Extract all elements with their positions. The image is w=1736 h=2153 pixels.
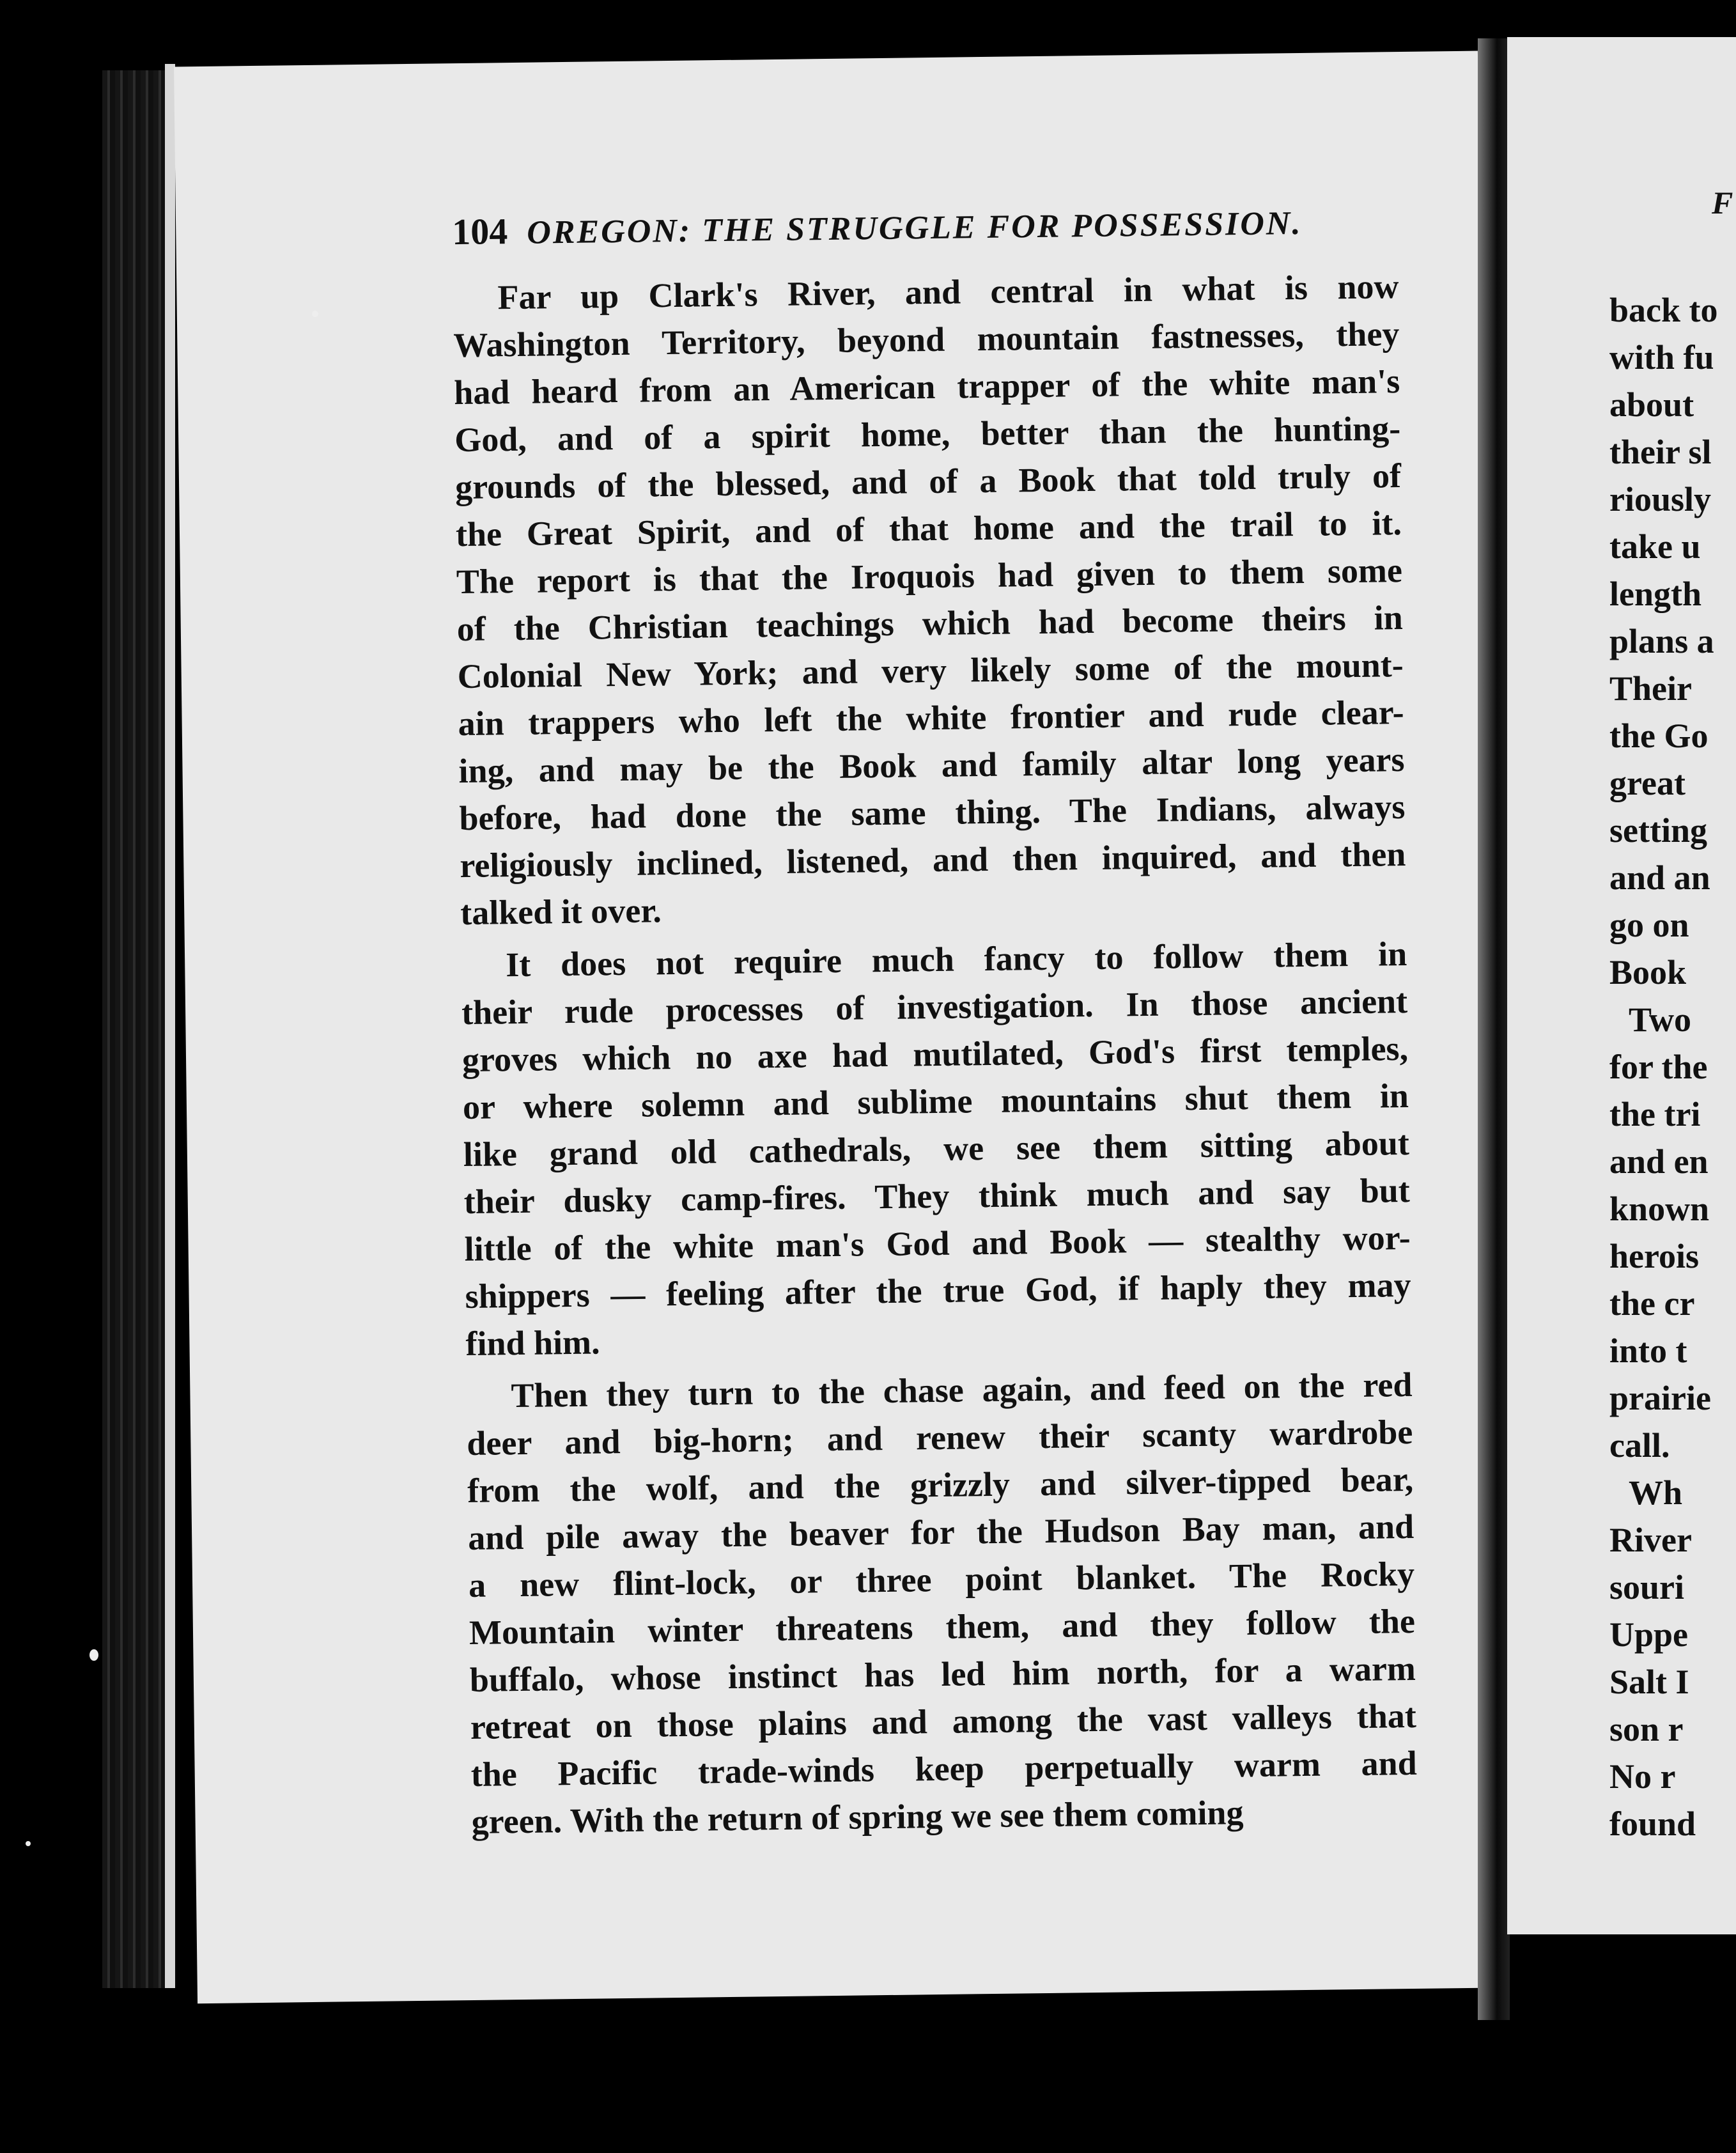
text-line-fragment: Wh <box>1629 1473 1683 1512</box>
text-line: shippers — feeling after the true God, if haply they may <box>465 1265 1411 1316</box>
text-line: God, and of a spirit home, better than the hunting- <box>454 409 1401 460</box>
text-line: Mountain winter threatens them, and they follow the <box>469 1601 1416 1652</box>
scan-speck <box>312 311 318 317</box>
text-line-fragment: into t <box>1609 1332 1687 1370</box>
text-line-fragment: for the <box>1609 1048 1708 1086</box>
text-line-fragment: setting <box>1609 811 1707 850</box>
book-spine <box>102 70 173 1988</box>
page-body-text <box>453 263 1418 1851</box>
text-line: religiously inclined, listened, and then inquired, and then <box>460 835 1406 885</box>
text-line: green. With the return of spring we see them coming <box>471 1793 1244 1841</box>
text-line: ing, and may be the Book and family altar long years <box>458 740 1405 791</box>
page-number: 104 <box>451 210 508 253</box>
text-line-fragment: plans a <box>1609 622 1714 660</box>
text-line: the Pacific trade-winds keep perpetually warm and <box>470 1743 1418 1794</box>
text-line-fragment: and en <box>1609 1142 1709 1181</box>
text-line: their rude processes of investigation. In those ancient <box>461 981 1408 1032</box>
text-line-fragment: known <box>1609 1190 1710 1228</box>
text-line-fragment: souri <box>1609 1568 1685 1606</box>
text-line-fragment: son r <box>1609 1710 1684 1748</box>
text-line: like grand old cathedrals, we see them sitting about <box>463 1123 1410 1174</box>
text-line: of the Christian teachings which had become theirs in <box>456 598 1404 649</box>
text-line: their dusky camp-fires. They think much and say but <box>463 1170 1411 1222</box>
text-line-fragment: length <box>1609 575 1702 613</box>
scan-speck <box>89 1649 98 1661</box>
text-line: the Great Spirit, and of that home and the trail to it. <box>455 504 1402 554</box>
text-line: buffalo, whose instinct has led him north, for a warm <box>469 1649 1416 1699</box>
text-line-fragment: riously <box>1609 480 1712 518</box>
book-gutter <box>1478 38 1510 2020</box>
text-line: deer and big-horn; and renew their scanty wardrobe <box>467 1412 1413 1463</box>
text-line-fragment: take u <box>1609 527 1701 566</box>
paragraph <box>453 263 1407 937</box>
text-line-fragment: call. <box>1609 1426 1670 1465</box>
text-line: and pile away the beaver for the Hudson Bay man, and <box>467 1507 1414 1558</box>
text-line-fragment: the Go <box>1609 717 1709 755</box>
right-page <box>1507 37 1736 1934</box>
paragraph <box>466 1361 1418 1846</box>
text-line-fragment: No r <box>1609 1757 1676 1796</box>
text-line-fragment: River <box>1609 1521 1692 1559</box>
page-edge <box>165 64 175 1988</box>
text-line-fragment: prairie <box>1609 1379 1711 1417</box>
text-line: or where solemn and sublime mountains shut them in <box>462 1076 1409 1127</box>
text-line: before, had done the same thing. The Indians, always <box>459 788 1406 838</box>
text-line-fragment: the tri <box>1609 1095 1701 1133</box>
left-page <box>174 51 1501 2004</box>
right-running-head: F <box>1712 185 1733 221</box>
text-line-fragment: Salt I <box>1609 1663 1689 1701</box>
scan-speck <box>26 1841 31 1846</box>
text-line-fragment: back to <box>1609 291 1718 329</box>
text-line: The report is that the Iroquois had given to them some <box>456 551 1403 602</box>
text-line-fragment: Book <box>1609 953 1687 991</box>
text-line: a new flint-lock, or three point blanket. The Rocky <box>468 1554 1415 1605</box>
paragraph <box>461 930 1412 1367</box>
text-line: Washington Territory, beyond mountain fastnesses, they <box>453 315 1400 365</box>
text-line: Far up Clark's River, and central in what is now <box>497 267 1399 317</box>
text-line: little of the white man's God and Book — stealthy wor- <box>464 1218 1411 1269</box>
text-line-fragment: go on <box>1609 906 1689 944</box>
text-line: Then they turn to the chase again, and feed on the red <box>511 1365 1413 1415</box>
text-line: talked it over. <box>460 891 662 933</box>
text-line: find him. <box>465 1323 600 1364</box>
text-line-fragment: with fu <box>1609 338 1714 377</box>
text-line-fragment: herois <box>1609 1237 1700 1275</box>
text-line: groves which no axe had mutilated, God's first temples, <box>461 1029 1409 1080</box>
text-line: It does not require much fancy to follow them in <box>505 934 1407 984</box>
text-line-fragment: the cr <box>1609 1284 1695 1323</box>
text-line-fragment: Their <box>1609 669 1692 708</box>
text-line: grounds of the blessed, and of a Book that told truly of <box>454 456 1402 507</box>
text-line: retreat on those plains and among the vast valleys that <box>470 1696 1417 1746</box>
text-line: Colonial New York; and very likely some of the mount- <box>457 646 1404 696</box>
running-head: OREGON: THE STRUGGLE FOR POSSESSION. <box>526 205 1303 251</box>
text-line-fragment: and an <box>1609 859 1710 897</box>
text-line: had heard from an American trapper of the white man's <box>453 362 1400 412</box>
text-line-fragment: about <box>1609 385 1694 424</box>
text-line-fragment: found <box>1609 1805 1696 1843</box>
page-header <box>452 197 1571 253</box>
text-line: from the wolf, and the grizzly and silver-tipped bear, <box>467 1459 1414 1511</box>
text-line: ain trappers who left the white frontier and rude clear- <box>458 693 1404 743</box>
text-line-fragment: great <box>1609 764 1686 802</box>
text-line-fragment: their sl <box>1609 433 1712 471</box>
text-line-fragment: Uppe <box>1609 1615 1689 1654</box>
text-line-fragment: Two <box>1629 1000 1692 1039</box>
